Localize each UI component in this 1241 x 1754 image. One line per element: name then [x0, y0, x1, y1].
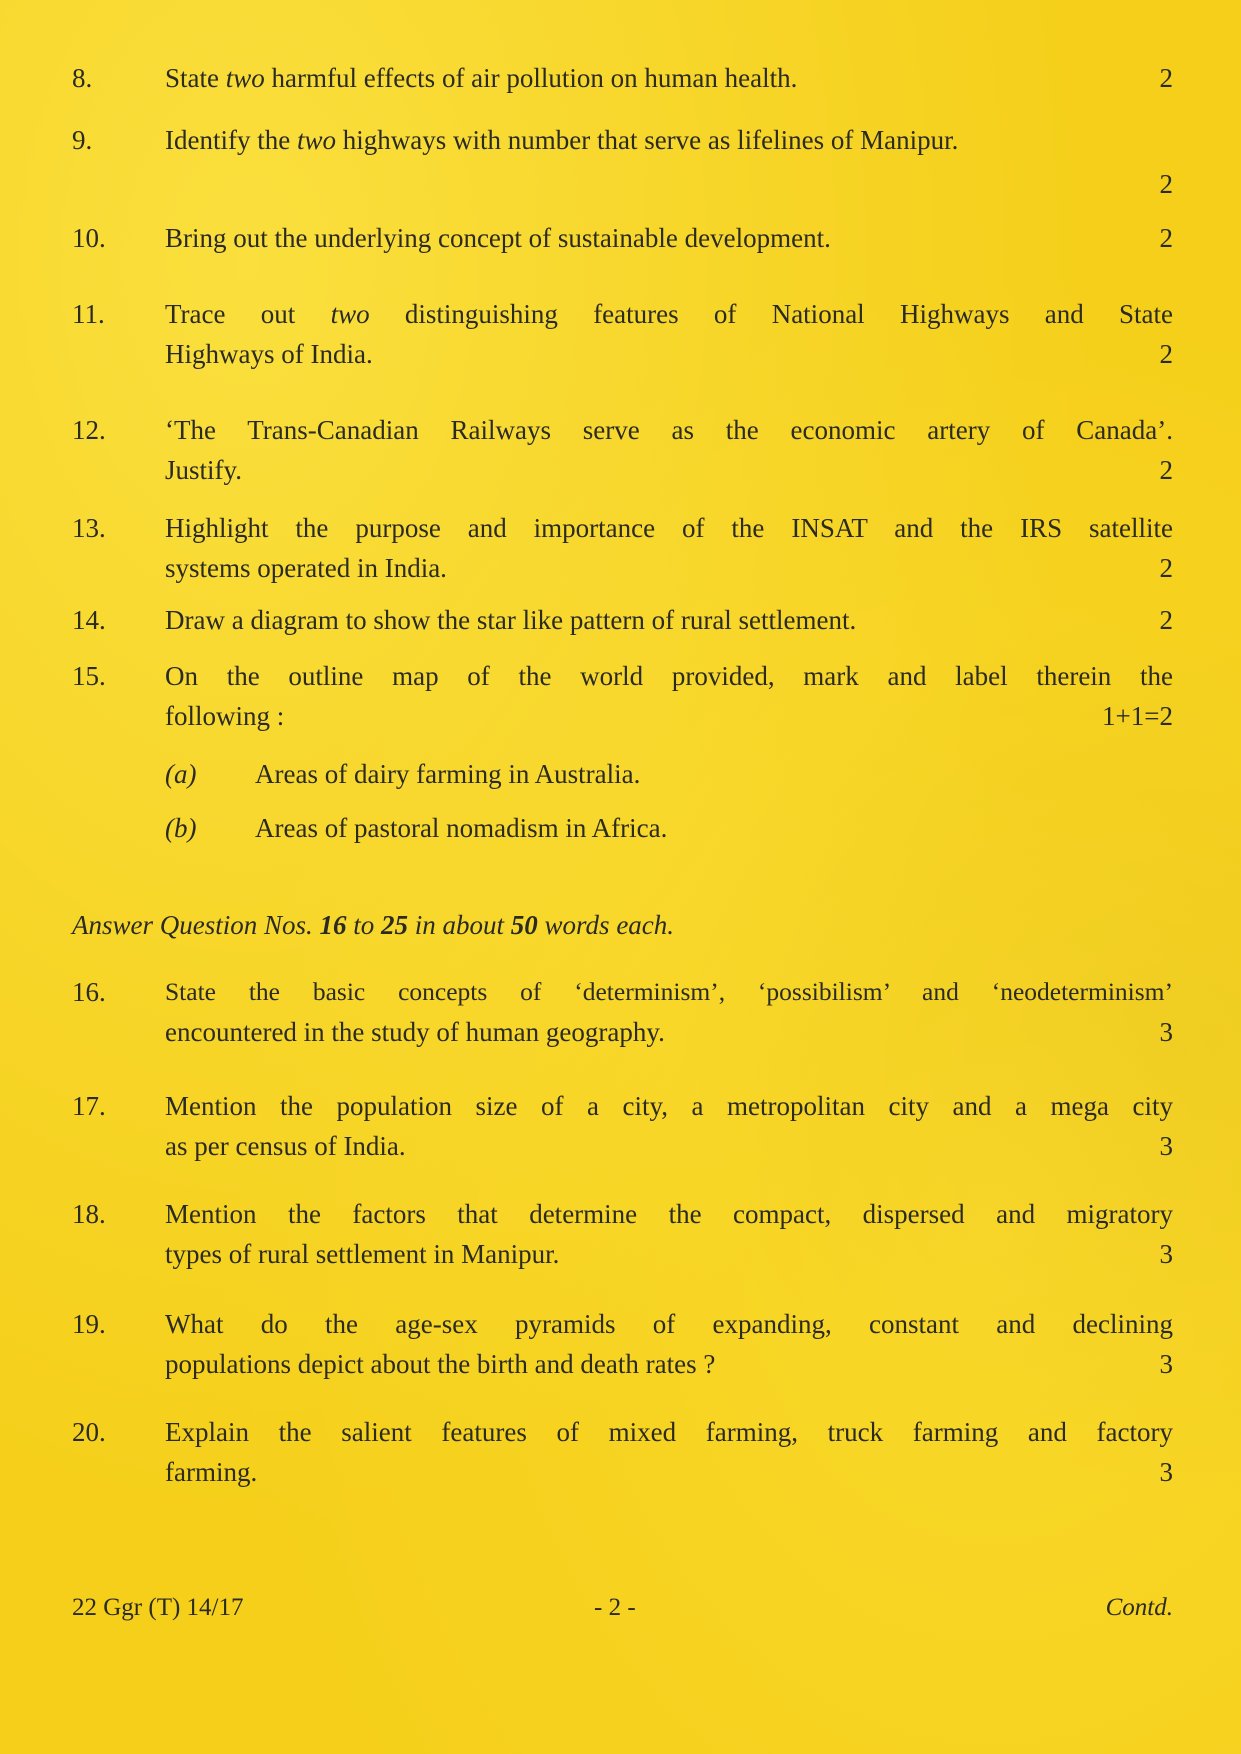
- question-marks: 2: [1159, 339, 1173, 369]
- question-number: 20.: [72, 1417, 106, 1447]
- question-text: Explain the salient features of mixed farming, truck farming and factory farming.: [165, 1417, 1173, 1487]
- question-number: 17.: [72, 1091, 106, 1121]
- question-marks: 2: [1159, 63, 1173, 93]
- question-text: What do the age-sex pyramids of expanding, constant and declining populations depict about the birth and death rates ?: [165, 1309, 1173, 1379]
- subpart-label: (b): [165, 813, 197, 843]
- subpart-text: Areas of dairy farming in Australia.: [255, 759, 641, 789]
- subpart-text: Areas of pastoral nomadism in Africa.: [255, 813, 668, 843]
- question-number: 13.: [72, 513, 106, 543]
- question-text: On the outline map of the world provided, mark and label therein the following :: [165, 661, 1173, 731]
- question-number: 16.: [72, 977, 106, 1007]
- question-text: Bring out the underlying concept of sustainable development.: [165, 223, 831, 253]
- question-number: 9.: [72, 125, 93, 155]
- question-text: Identify the two highways with number that serve as lifelines of Manipur.: [165, 125, 959, 155]
- question-marks: 3: [1159, 1131, 1173, 1161]
- question-number: 8.: [72, 63, 93, 93]
- question-text: Draw a diagram to show the star like pattern of rural settlement.: [165, 605, 857, 635]
- question-text: ‘The Trans-Canadian Railways serve as the economic artery of Canada’. Justify.: [165, 415, 1173, 485]
- question-text: State two harmful effects of air pollution on human health.: [165, 63, 798, 93]
- question-text: Trace out two distinguishing features of National Highways and State Highways of India.: [165, 299, 1173, 369]
- question-number: 10.: [72, 223, 106, 253]
- question-marks: 2: [1159, 169, 1173, 199]
- question-marks: 3: [1159, 1239, 1173, 1269]
- question-marks: 2: [1159, 553, 1173, 583]
- question-text: Mention the factors that determine the compact, dispersed and migratory types of rural settlement in Manipur.: [165, 1199, 1173, 1269]
- question-number: 18.: [72, 1199, 106, 1229]
- question-number: 19.: [72, 1309, 106, 1339]
- question-marks: 3: [1159, 1349, 1173, 1379]
- page-number: - 2 -: [594, 1594, 636, 1621]
- question-marks: 2: [1159, 455, 1173, 485]
- question-marks: 3: [1159, 1457, 1173, 1487]
- question-text: Mention the population size of a city, a metropolitan city and a mega city as per census of India.: [165, 1091, 1173, 1161]
- question-marks: 1+1=2: [1102, 701, 1173, 731]
- question-text: Highlight the purpose and importance of the INSAT and the IRS satellite systems operated in India.: [165, 513, 1173, 583]
- question-number: 15.: [72, 661, 106, 691]
- subpart-label: (a): [165, 759, 197, 789]
- question-marks: 3: [1159, 1017, 1173, 1047]
- contd-label: Contd.: [1105, 1594, 1173, 1621]
- question-number: 11.: [72, 299, 105, 329]
- question-number: 14.: [72, 605, 106, 635]
- question-marks: 2: [1159, 605, 1173, 635]
- question-marks: 2: [1159, 223, 1173, 253]
- question-text: State the basic concepts of ‘determinism’, ‘possibilism’ and ‘neodeterminism’ encountered in the study of human geography.: [165, 977, 1173, 1047]
- question-number: 12.: [72, 415, 106, 445]
- section-instruction: Answer Question Nos. 16 to 25 in about 50 words each.: [72, 910, 675, 940]
- paper-code: 22 Ggr (T) 14/17: [72, 1594, 244, 1621]
